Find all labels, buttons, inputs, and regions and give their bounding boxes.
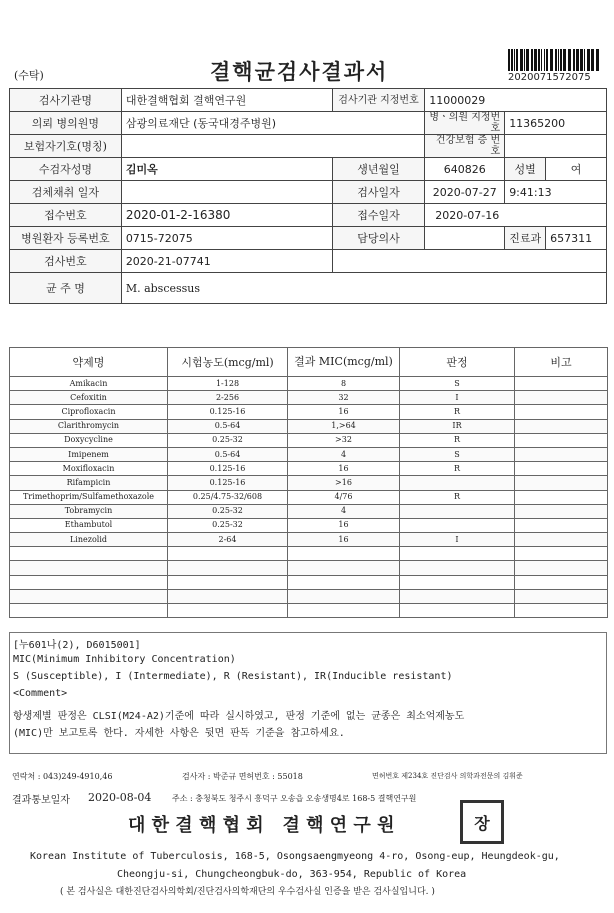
cell-interp: R [400, 462, 515, 476]
barcode-bar [580, 49, 583, 71]
barcode-bar [587, 49, 590, 71]
barcode-bar [524, 49, 525, 71]
inst-code-value: 11000029 [425, 89, 607, 112]
table-row [10, 490, 608, 504]
cell-note [515, 447, 608, 461]
cell-drug: Cefoxitin [10, 391, 168, 405]
cell-range [168, 547, 288, 561]
receipt-value: 2020-01-2-16380 [121, 204, 332, 227]
barcode-bar [544, 49, 545, 71]
cell-drug: Amikacin [10, 377, 168, 391]
barcode-bar [563, 49, 566, 71]
col-mic: 결과 MIC(mcg/ml) [288, 348, 400, 377]
cell-note [515, 377, 608, 391]
cell-note [515, 490, 608, 504]
cell-note [515, 391, 608, 405]
barcode-bar [511, 49, 513, 71]
cell-drug [10, 547, 168, 561]
comment-line1: 항생제별 판정은 CLSI(M24-A2)기준에 따라 실시하였고, 판정 기준에 없는 균종은 최소억제농도 [13, 711, 465, 722]
table-row [10, 575, 608, 589]
report-date-label: 결과통보일자 [12, 795, 70, 806]
cell-mic: 8 [288, 377, 400, 391]
table-row [10, 476, 608, 490]
patient-label: 수검자성명 [10, 158, 122, 181]
cell-range: 1-128 [168, 377, 288, 391]
barcode-bar [538, 49, 540, 71]
barcode-bar [514, 49, 515, 71]
table-row [10, 419, 608, 433]
cell-interp [400, 575, 515, 589]
test-time-value: 9:41:13 [505, 181, 607, 204]
table-row [10, 518, 608, 532]
hospital-code-label: 병ㆍ의원 지정번호 [425, 112, 505, 135]
cell-drug [10, 561, 168, 575]
org-name-ko: 대 한 결 핵 협 회 결 핵 연 구 원 [128, 815, 395, 836]
barcode-bar [534, 49, 537, 71]
col-drug: 약제명 [10, 348, 168, 377]
patient-reg-label: 병원환자 등록번호 [10, 227, 122, 250]
sample-date-value [121, 181, 332, 204]
barcode-bar [508, 49, 510, 71]
cell-note [515, 504, 608, 518]
cell-interp [400, 589, 515, 603]
cell-interp: I [400, 391, 515, 405]
cell-interp: R [400, 490, 515, 504]
organism-value: M. abscessus [121, 273, 606, 304]
cell-mic: 16 [288, 533, 400, 547]
cell-note [515, 604, 608, 618]
table-row [10, 433, 608, 447]
health-label: 건강보험 증 번 호 [425, 135, 505, 158]
receipt-date-value: 2020-07-16 [425, 204, 607, 227]
barcode-bar [546, 49, 548, 71]
cell-drug: Doxycycline [10, 433, 168, 447]
cell-note [515, 462, 608, 476]
cell-range: 0.125-16 [168, 462, 288, 476]
table-row [10, 377, 608, 391]
dob-label: 생년월일 [332, 158, 424, 181]
dept-value: 657311 [546, 227, 607, 250]
barcode [508, 49, 602, 71]
cell-mic: 16 [288, 462, 400, 476]
copy-label: (수탁) [14, 69, 44, 82]
cell-interp: S [400, 377, 515, 391]
cell-interp [400, 476, 515, 490]
table-row [10, 561, 608, 575]
insurance-value [121, 135, 424, 158]
cell-drug [10, 589, 168, 603]
examiner-info: 검사자 : 박준규 면허번호 : 55018 [182, 772, 303, 781]
cell-mic [288, 547, 400, 561]
cell-drug: Clarithromycin [10, 419, 168, 433]
cell-note [515, 405, 608, 419]
hospital-value: 삼광의료재단 (동국대경주병원) [121, 112, 424, 135]
barcode-bar [541, 49, 542, 71]
cell-note [515, 433, 608, 447]
address: 주소 : 충청북도 청주시 흥덕구 오송읍 오송생명4로 168-5 결핵연구원 [172, 794, 417, 803]
cell-interp: IR [400, 419, 515, 433]
test-no-label: 검사번호 [10, 250, 122, 273]
cell-note [515, 575, 608, 589]
barcode-bar [584, 49, 585, 71]
table-row [10, 547, 608, 561]
cell-mic: 1,>64 [288, 419, 400, 433]
doctor-label: 담당의사 [332, 227, 424, 250]
sex-label: 성별 [505, 158, 546, 181]
barcode-bar [568, 49, 571, 71]
col-note: 비고 [515, 348, 608, 377]
table-row [10, 533, 608, 547]
cell-range [168, 561, 288, 575]
cell-note [515, 419, 608, 433]
cell-mic: >32 [288, 433, 400, 447]
table-row [10, 391, 608, 405]
cell-drug [10, 575, 168, 589]
organism-label: 균 주 명 [10, 273, 122, 304]
cell-interp [400, 604, 515, 618]
cell-interp: R [400, 433, 515, 447]
license-info: 면허번호 제234호 진단검사 의학과전문의 김휘준 [372, 772, 523, 780]
hospital-label: 의뢰 병의원명 [10, 112, 122, 135]
cell-note [515, 561, 608, 575]
cell-drug: Moxifloxacin [10, 462, 168, 476]
table-row [10, 462, 608, 476]
cell-drug: Ethambutol [10, 518, 168, 532]
cell-drug: Tobramycin [10, 504, 168, 518]
barcode-bar [526, 49, 529, 71]
barcode-number: 2020071572075 [508, 72, 591, 83]
barcode-bar [550, 49, 553, 71]
barcode-bar [573, 49, 575, 71]
barcode-bar [560, 49, 562, 71]
col-range: 시험농도(mcg/ml) [168, 348, 288, 377]
cell-mic [288, 561, 400, 575]
table-row [10, 405, 608, 419]
cell-interp [400, 504, 515, 518]
dept-label: 진료과 [505, 227, 546, 250]
certification-note: ( 본 검사실은 대한진단검사의학회/진단검사의학재단의 우수검사실 인증을 받은 검사실입니다. ) [60, 887, 435, 897]
cell-interp: I [400, 533, 515, 547]
barcode-bar [555, 49, 557, 71]
document-title: 결핵균검사결과서 [210, 59, 389, 84]
barcode-bar [591, 49, 594, 71]
cell-mic: 16 [288, 518, 400, 532]
cell-mic: 4 [288, 447, 400, 461]
official-seal [460, 800, 504, 844]
hospital-code-value: 11365200 [505, 112, 607, 135]
cell-interp [400, 561, 515, 575]
cell-mic: 4/76 [288, 490, 400, 504]
seal-char: 장 [474, 813, 490, 833]
empty-cell [332, 250, 606, 273]
table-row [10, 447, 608, 461]
cell-drug: Trimethoprim/Sulfamethoxazole [10, 490, 168, 504]
cell-interp: S [400, 447, 515, 461]
drug-susceptibility-table [9, 347, 608, 618]
cell-drug [10, 604, 168, 618]
cell-mic [288, 604, 400, 618]
cell-mic [288, 575, 400, 589]
test-date-label: 검사일자 [332, 181, 424, 204]
cell-range: 0.5-64 [168, 447, 288, 461]
cell-range: 0.25-32 [168, 433, 288, 447]
sir-definition: S (Susceptible), I (Intermediate), R (Resistant), IR(Inducible resistant) [13, 671, 453, 682]
cell-mic: 32 [288, 391, 400, 405]
insurance-label: 보험자기호(명칭) [10, 135, 122, 158]
cell-mic: 4 [288, 504, 400, 518]
receipt-date-label: 접수일자 [332, 204, 424, 227]
cell-mic [288, 589, 400, 603]
comment-line2: (MIC)만 보고토록 한다. 자세한 사항은 뒷면 판독 기준을 참고하세요. [13, 728, 345, 739]
test-no-value: 2020-21-07741 [121, 250, 332, 273]
cell-range [168, 604, 288, 618]
contact-info: 연락처 : 043)249-4910,46 [12, 772, 113, 781]
cell-range: 0.5-64 [168, 419, 288, 433]
barcode-bar [596, 49, 599, 71]
dob-value: 640826 [425, 158, 505, 181]
cell-range [168, 589, 288, 603]
cell-drug: Linezolid [10, 533, 168, 547]
receipt-label: 접수번호 [10, 204, 122, 227]
cell-range: 2-64 [168, 533, 288, 547]
cell-drug: Imipenem [10, 447, 168, 461]
barcode-bar [520, 49, 523, 71]
cell-drug: Rifampicin [10, 476, 168, 490]
org-address-en-line2: Cheongju-si, Chungcheongbuk-do, 363-954, Republic of Korea [117, 869, 467, 880]
table-row [10, 604, 608, 618]
cell-note [515, 589, 608, 603]
col-interp: 판정 [400, 348, 515, 377]
cell-range [168, 575, 288, 589]
table-row [10, 589, 608, 603]
patient-value: 김미옥 [121, 158, 332, 181]
cell-interp: R [400, 405, 515, 419]
doctor-value [425, 227, 505, 250]
cell-note [515, 547, 608, 561]
cell-note [515, 476, 608, 490]
cell-mic: 16 [288, 405, 400, 419]
barcode-bar [576, 49, 579, 71]
remarks-code: [누601나(2), D6015001] [13, 640, 141, 651]
mic-definition: MIC(Minimum Inhibitory Concentration) [13, 654, 236, 665]
cell-range: 0.125-16 [168, 405, 288, 419]
cell-interp [400, 547, 515, 561]
cell-range: 2-256 [168, 391, 288, 405]
institution-label: 검사기관명 [10, 89, 122, 112]
report-date-value: 2020-08-04 [88, 791, 152, 804]
barcode-bar [531, 49, 533, 71]
cell-note [515, 533, 608, 547]
institution-value: 대한결핵협회 결핵연구원 [121, 89, 332, 112]
cell-range: 0.125-16 [168, 476, 288, 490]
org-address-en-line1: Korean Institute of Tuberculosis, 168-5, Osongsaengmyeong 4-ro, Osong-eup, Heungdeok-gu, [30, 851, 560, 862]
sample-date-label: 검체채취 일자 [10, 181, 122, 204]
comment-label: <Comment> [13, 688, 68, 699]
cell-interp [400, 518, 515, 532]
health-value [505, 135, 607, 158]
table-row [10, 504, 608, 518]
sex-value: 여 [546, 158, 607, 181]
cell-range: 0.25-32 [168, 504, 288, 518]
patient-info-table [9, 88, 607, 304]
patient-reg-value: 0715-72075 [121, 227, 332, 250]
cell-drug: Ciprofloxacin [10, 405, 168, 419]
cell-mic: >16 [288, 476, 400, 490]
barcode-icon [508, 49, 602, 71]
barcode-bar [516, 49, 518, 71]
barcode-bar [558, 49, 559, 71]
cell-range: 0.25-32 [168, 518, 288, 532]
inst-code-label: 검사기관 지정번호 [332, 89, 424, 112]
cell-range: 0.25/4.75-32/608 [168, 490, 288, 504]
test-date-value: 2020-07-27 [425, 181, 505, 204]
cell-note [515, 518, 608, 532]
